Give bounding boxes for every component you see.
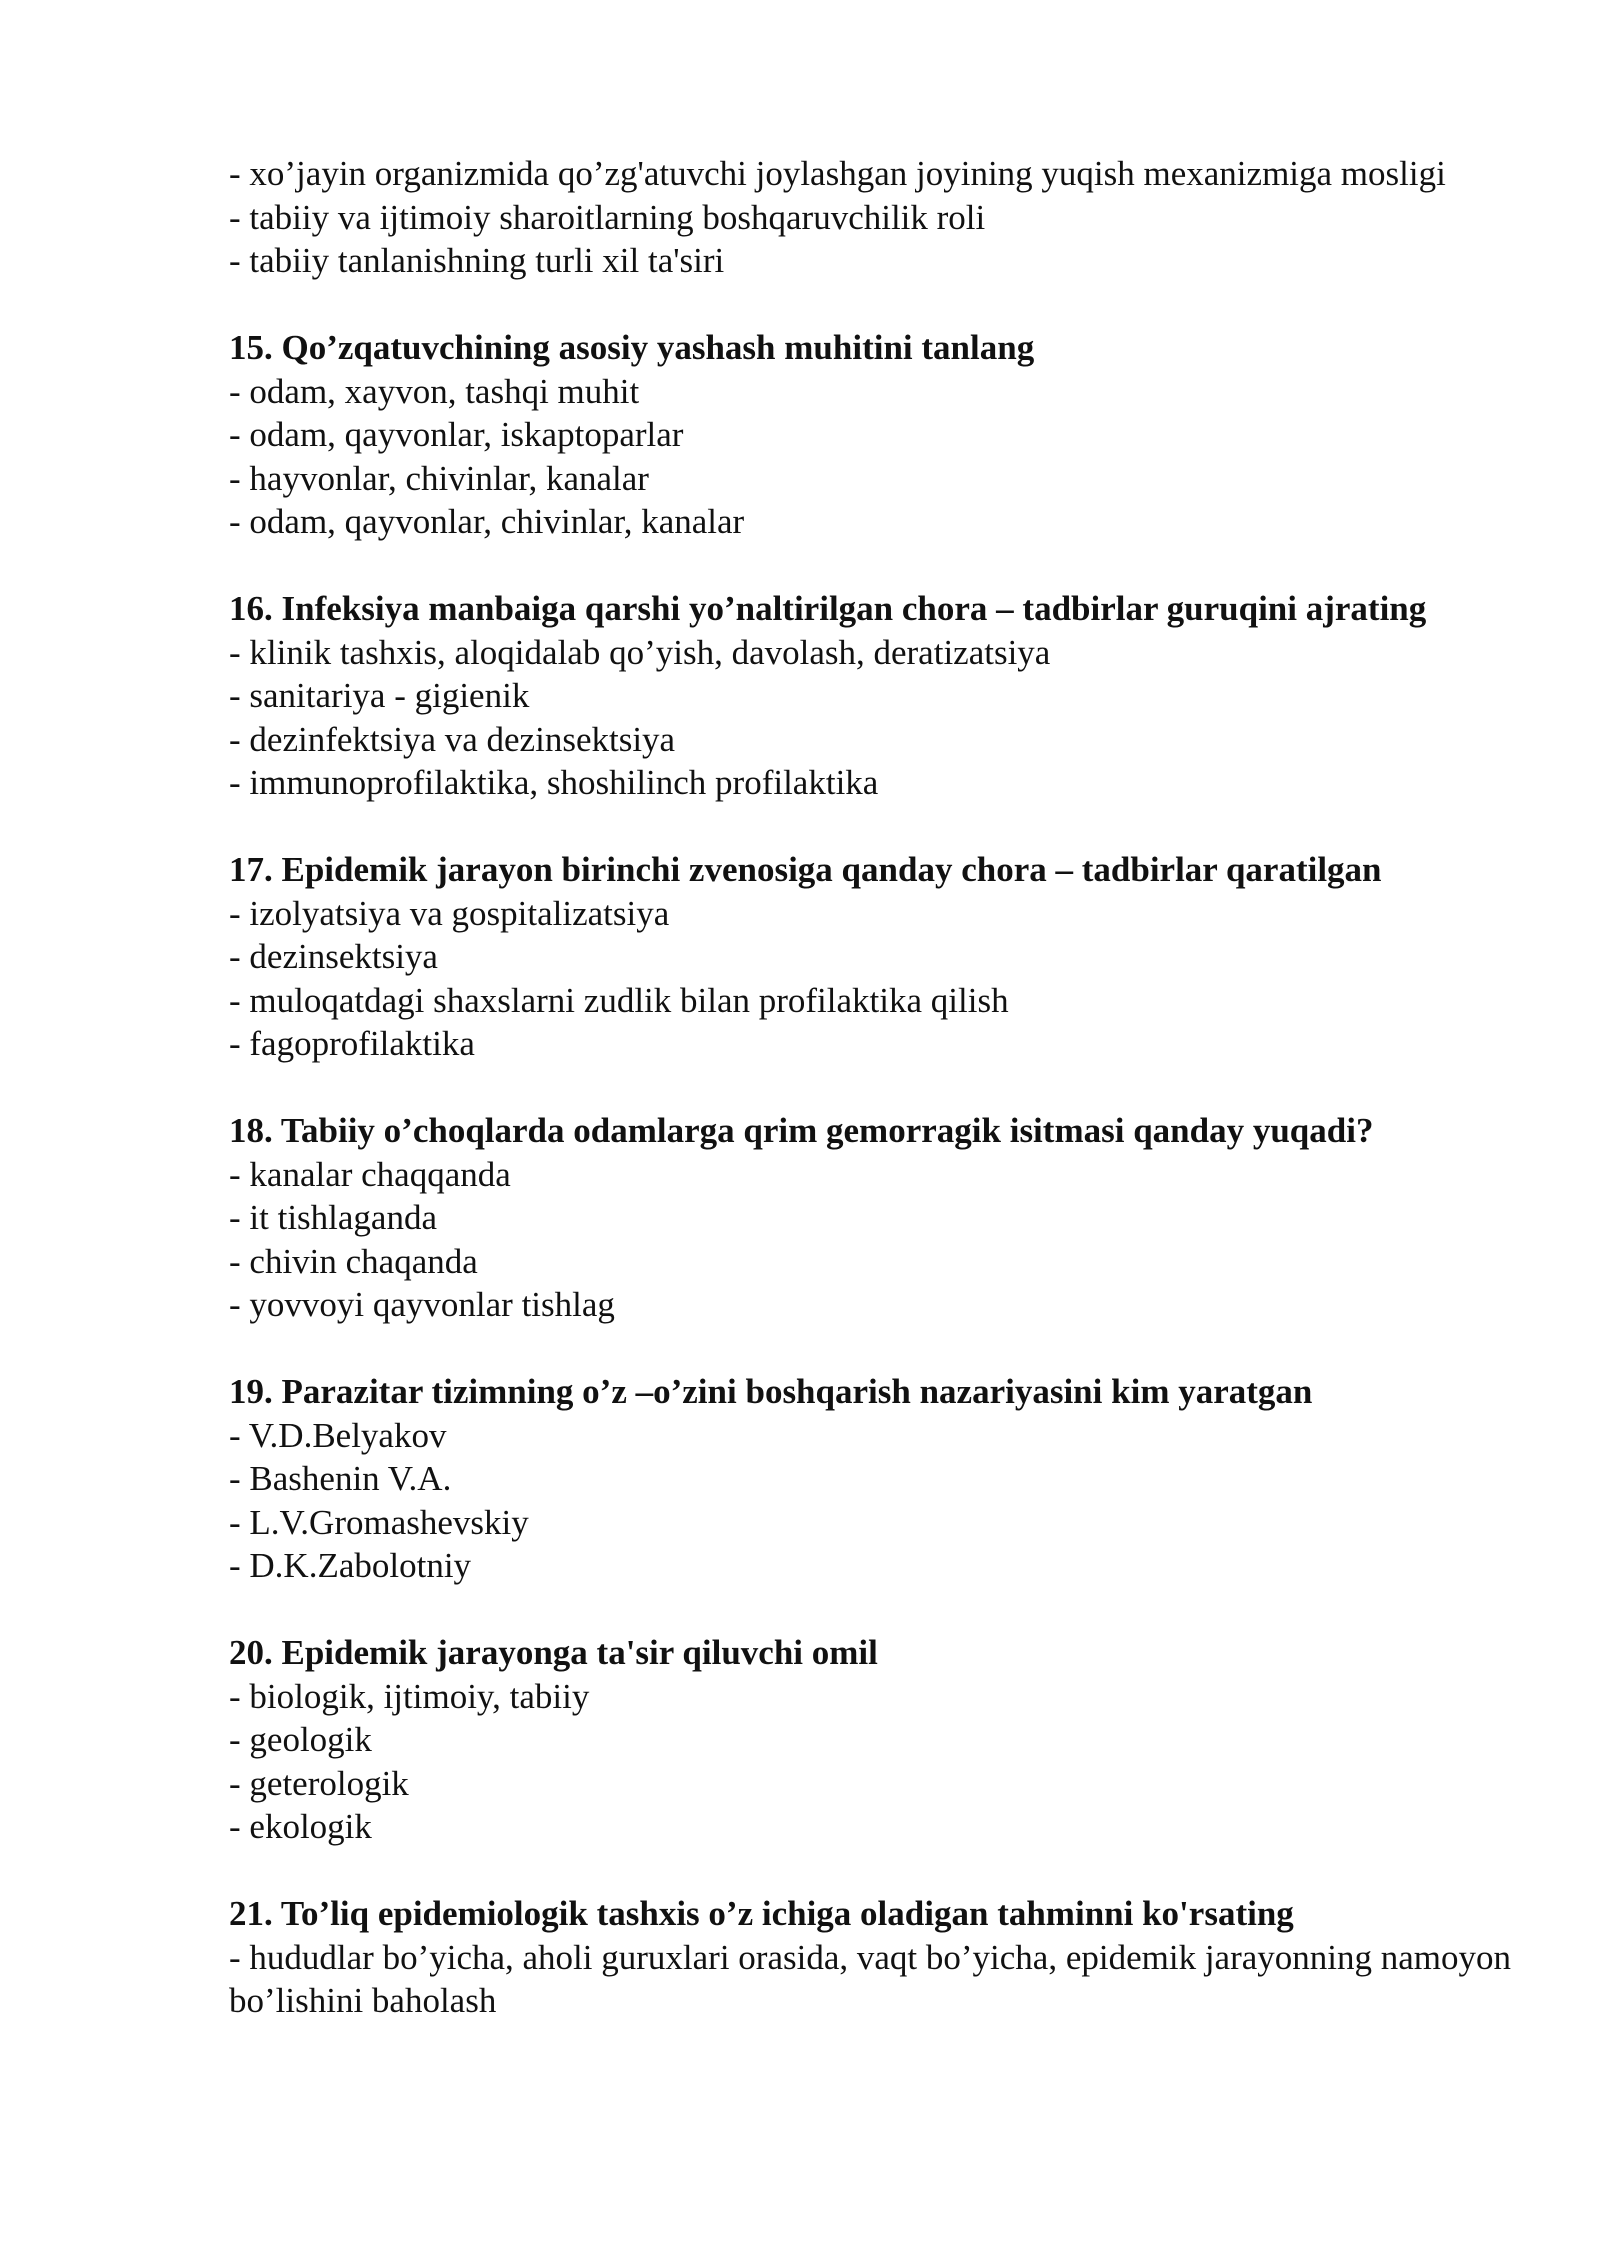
question-20 bbox=[229, 1631, 1529, 1849]
intro-options-block bbox=[229, 152, 1529, 283]
answer-option: - dezinfektsiya va dezinsektsiya bbox=[229, 719, 676, 759]
question-title: 21. To’liq epidemiologik tashxis o’z ichiga oladigan tahminni ko'rsating bbox=[229, 1894, 1294, 1933]
question-title: 20. Epidemik jarayonga ta'sir qiluvchi omil bbox=[229, 1633, 878, 1672]
answer-option: - tabiiy va ijtimoiy sharoitlarning boshqaruvchilik roli bbox=[229, 197, 986, 237]
question-title: 19. Parazitar tizimning o’z –o’zini boshqarish nazariyasini kim yaratgan bbox=[229, 1372, 1313, 1411]
answer-option: - geterologik bbox=[229, 1763, 409, 1803]
answer-option: - it tishlaganda bbox=[229, 1198, 438, 1237]
answer-option: - hayvonlar, chivinlar, kanalar bbox=[229, 458, 649, 498]
answer-option: - xo’jayin organizmida qo’zg'atuvchi joylashgan joyining yuqish mexanizmiga mosligi bbox=[229, 154, 1446, 193]
answer-option: - sanitariya - gigienik bbox=[229, 676, 530, 715]
question-17 bbox=[229, 848, 1529, 1066]
answer-option: - kanalar chaqqanda bbox=[229, 1154, 511, 1194]
question-title: 15. Qo’zqatuvchining asosiy yashash muhitini tanlang bbox=[229, 328, 1035, 367]
question-16 bbox=[229, 587, 1529, 805]
answer-option: - yovvoyi qayvonlar tishlag bbox=[229, 1285, 615, 1324]
answer-option: - D.K.Zabolotniy bbox=[229, 1546, 472, 1585]
answer-option: - dezinsektsiya bbox=[229, 937, 438, 976]
answer-option: - tabiiy tanlanishning turli xil ta'siri bbox=[229, 241, 725, 280]
question-18 bbox=[229, 1109, 1529, 1327]
answer-option: - V.D.Belyakov bbox=[229, 1415, 447, 1455]
answer-option: - odam, qayvonlar, chivinlar, kanalar bbox=[229, 502, 745, 541]
answer-option: - Bashenin V.A. bbox=[229, 1459, 452, 1498]
answer-option: - L.V.Gromashevskiy bbox=[229, 1502, 529, 1542]
question-15 bbox=[229, 326, 1529, 544]
question-title: 18. Tabiiy o’choqlarda odamlarga qrim gemorragik isitmasi qanday yuqadi? bbox=[229, 1111, 1374, 1150]
answer-option: - muloqatdagi shaxslarni zudlik bilan profilaktika qilish bbox=[229, 980, 1009, 1020]
answer-option: - klinik tashxis, aloqidalab qo’yish, davolash, deratizatsiya bbox=[229, 632, 1051, 672]
answer-option: - hududlar bo’yicha, aholi guruxlari orasida, vaqt bo’yicha, epidemik jarayonning namoyon bo’lishini baholash bbox=[229, 1937, 1511, 2020]
answer-option: - geologik bbox=[229, 1720, 372, 1759]
answer-option: - odam, xayvon, tashqi muhit bbox=[229, 371, 640, 411]
question-title: 16. Infeksiya manbaiga qarshi yo’naltirilgan chora – tadbirlar guruqini ajrating bbox=[229, 589, 1427, 628]
question-21 bbox=[229, 1892, 1529, 2023]
answer-option: - immunoprofilaktika, shoshilinch profilaktika bbox=[229, 763, 879, 802]
question-title: 17. Epidemik jarayon birinchi zvenosiga qanday chora – tadbirlar qaratilgan bbox=[229, 850, 1382, 889]
answer-option: - ekologik bbox=[229, 1807, 372, 1846]
answer-option: - biologik, ijtimoiy, tabiiy bbox=[229, 1676, 590, 1716]
answer-option: - izolyatsiya va gospitalizatsiya bbox=[229, 893, 670, 933]
answer-option: - chivin chaqanda bbox=[229, 1241, 478, 1281]
question-19 bbox=[229, 1370, 1529, 1588]
answer-option: - fagoprofilaktika bbox=[229, 1024, 475, 1063]
answer-option: - odam, qayvonlar, iskaptoparlar bbox=[229, 415, 684, 454]
document-content bbox=[229, 152, 1529, 2023]
